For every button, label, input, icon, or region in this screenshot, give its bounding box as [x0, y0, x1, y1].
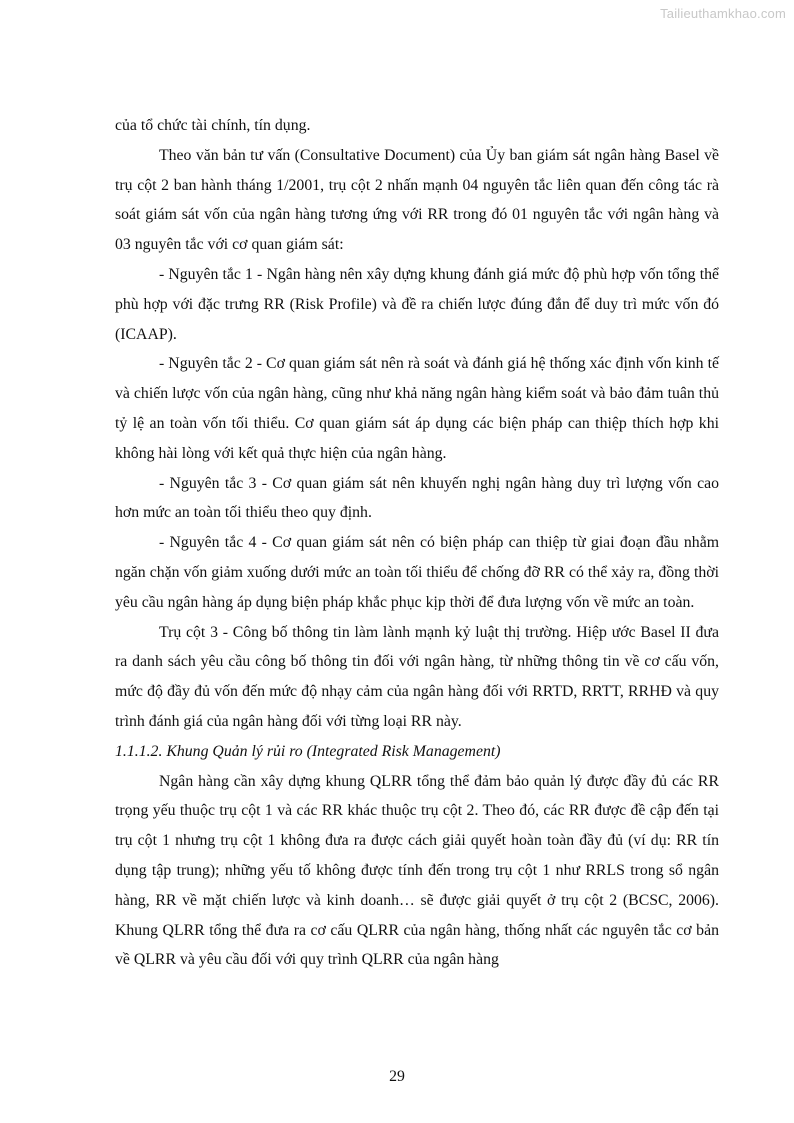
- paragraph-principle-3: - Nguyên tắc 3 - Cơ quan giám sát nên khuyến nghị ngân hàng duy trì lượng vốn cao hơn mức an toàn tối thiểu theo quy định.: [115, 474, 719, 522]
- document-body: [115, 111, 719, 975]
- paragraph-principle-2: - Nguyên tắc 2 - Cơ quan giám sát nên rà soát và đánh giá hệ thống xác định vốn kinh tế và chiến lược vốn của ngân hàng, cũng như khả năng ngân hàng kiểm soát và bảo đảm tuân thủ tỷ lệ an toàn vốn tối thiểu. Cơ quan giám sát áp dụng các biện pháp can thiệp thích hợp khi không hài lòng với kết quả thực hiện của ngân hàng.: [115, 355, 719, 462]
- paragraph-principle-1: - Nguyên tắc 1 - Ngân hàng nên xây dựng khung đánh giá mức độ phù hợp vốn tổng thể phù hợp với đặc trưng RR (Risk Profile) và đề ra chiến lược đúng đắn để duy trì mức vốn đó (ICAAP).: [115, 265, 719, 343]
- page-number: 29: [389, 1068, 405, 1085]
- paragraph-basel-consultative: Theo văn bản tư vấn (Consultative Document) của Ủy ban giám sát ngân hàng Basel về trụ cột 2 ban hành tháng 1/2001, trụ cột 2 nhấn mạnh 04 nguyên tắc liên quan đến công tác rà soát giám sát vốn của ngân hàng tương ứng với RR trong đó 01 nguyên tắc với ngân hàng và 03 nguyên tắc với cơ quan giám sát:: [115, 146, 719, 254]
- paragraph-continuation: của tổ chức tài chính, tín dụng.: [115, 117, 311, 134]
- paragraph-pillar-3: Trụ cột 3 - Công bố thông tin làm lành mạnh kỷ luật thị trường. Hiệp ước Basel II đưa ra danh sách yêu cầu công bố thông tin đối với ngân hàng, từ những thông tin về cơ cấu vốn, mức độ đầy đủ vốn đến mức độ nhạy cảm của ngân hàng đối với RRTD, RRTT, RRHĐ và quy trình đánh giá của ngân hàng đối với từng loại RR này.: [115, 623, 719, 730]
- paragraph-risk-framework: Ngân hàng cần xây dựng khung QLRR tổng thể đảm bảo quản lý được đầy đủ các RR trọng yếu thuộc trụ cột 1 và các RR khác thuộc trụ cột 2. Theo đó, các RR được đề cập đến tại trụ cột 1 nhưng trụ cột 1 không đưa ra được cách giải quyết hoàn toàn đầy đủ (ví dụ: RR tín dụng tập trung); những yếu tố không được tính đến trong trụ cột 1 như RRLS trong sổ ngân hàng, RR về mặt chiến lược và kinh doanh… sẽ được giải quyết ở trụ cột 2 (BCSC, 2006). Khung QLRR tổng thể đưa ra cơ cấu QLRR của ngân hàng, thống nhất các nguyên tắc cơ bản về QLRR và yêu cầu đối với quy trình QLRR của ngân hàng: [115, 772, 719, 969]
- paragraph-principle-4: - Nguyên tắc 4 - Cơ quan giám sát nên có biện pháp can thiệp từ giai đoạn đầu nhằm ngăn chặn vốn giảm xuống dưới mức an toàn tối thiểu để chống đỡ RR có thể xảy ra, đồng thời yêu cầu ngân hàng áp dụng biện pháp khắc phục kịp thời để đưa lượng vốn về mức an toàn.: [115, 534, 719, 611]
- watermark: Tailieuthamkhao.com: [660, 6, 786, 21]
- section-heading: 1.1.1.2. Khung Quản lý rủi ro (Integrated Risk Management): [115, 742, 501, 760]
